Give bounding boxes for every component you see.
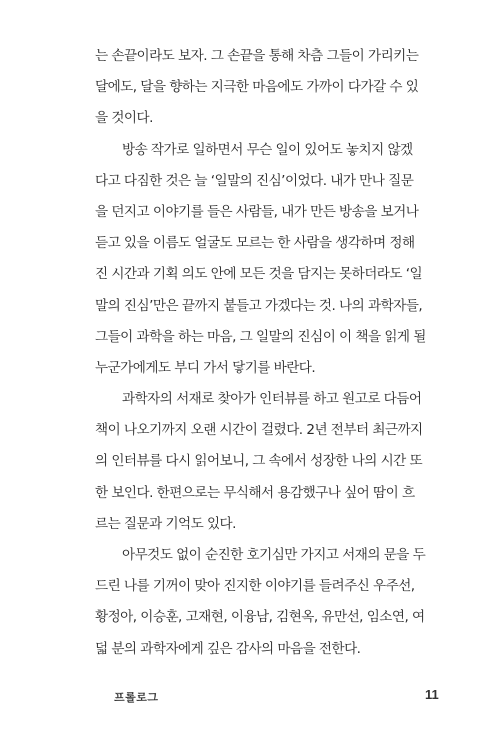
text-line: 과학자의 서재로 찾아가 인터뷰를 하고 원고로 다듬어 xyxy=(122,391,422,408)
text-line: 을 것이다. xyxy=(95,110,153,127)
text-line: 다고 다짐한 것은 늘 ‘일말의 진심’이었다. 내가 만나 질문 xyxy=(95,172,414,189)
paragraph xyxy=(95,540,445,665)
text-line: 말의 진심’만은 끝까지 붙들고 가겠다는 것. 나의 과학자들, xyxy=(95,297,423,314)
text-line: 르는 질문과 기억도 있다. xyxy=(95,515,236,532)
paragraph xyxy=(95,135,445,385)
text-line: 의 인터뷰를 다시 읽어보니, 그 속에서 성장한 나의 시간 또 xyxy=(95,453,423,470)
text-line: 책이 나오기까지 오랜 시간이 걸렸다. 2년 전부터 최근까지 xyxy=(95,422,423,439)
text-line: 진 시간과 기획 의도 안에 모든 것을 담지는 못하더라도 ‘일 xyxy=(95,266,423,283)
paragraph xyxy=(95,384,445,540)
text-line: 한 보인다. 한편으로는 무식해서 용감했구나 싶어 땀이 흐 xyxy=(95,484,415,501)
text-line: 방송 작가로 일하면서 무슨 일이 있어도 놓치지 않겠 xyxy=(122,141,413,158)
text-line: 아무것도 없이 순진한 호기심만 가지고 서재의 문을 두 xyxy=(122,547,426,563)
text-line: 덟 분의 과학자에게 깊은 감사의 마음을 전한다. xyxy=(95,640,361,657)
text-line: 드린 나를 기꺼이 맞아 진지한 이야기를 들려주신 우주선, xyxy=(95,578,415,595)
page-number: 11 xyxy=(425,687,439,702)
body-text xyxy=(95,41,445,665)
running-footer-title: 프롤로그 xyxy=(114,691,159,704)
text-line: 을 던지고 이야기를 들은 사람들, 내가 만든 방송을 보거나 xyxy=(95,203,419,220)
text-line: 누군가에게도 부디 가서 닿기를 바란다. xyxy=(95,359,316,376)
text-line: 황정아, 이승훈, 고재현, 이융남, 김현옥, 유만선, 임소연, 여 xyxy=(95,609,425,626)
text-line: 는 손끝이라도 보자. 그 손끝을 통해 차츰 그들이 가리키는 xyxy=(95,48,419,64)
paragraph xyxy=(95,41,445,135)
text-line: 듣고 있을 이름도 얼굴도 모르는 한 사람을 생각하며 정해 xyxy=(95,235,415,252)
text-line: 그들이 과학을 하는 마음, 그 일말의 진심이 이 책을 읽게 될 xyxy=(95,328,426,345)
text-line: 달에도, 달을 향하는 지극한 마음에도 가까이 다가갈 수 있 xyxy=(95,79,419,96)
